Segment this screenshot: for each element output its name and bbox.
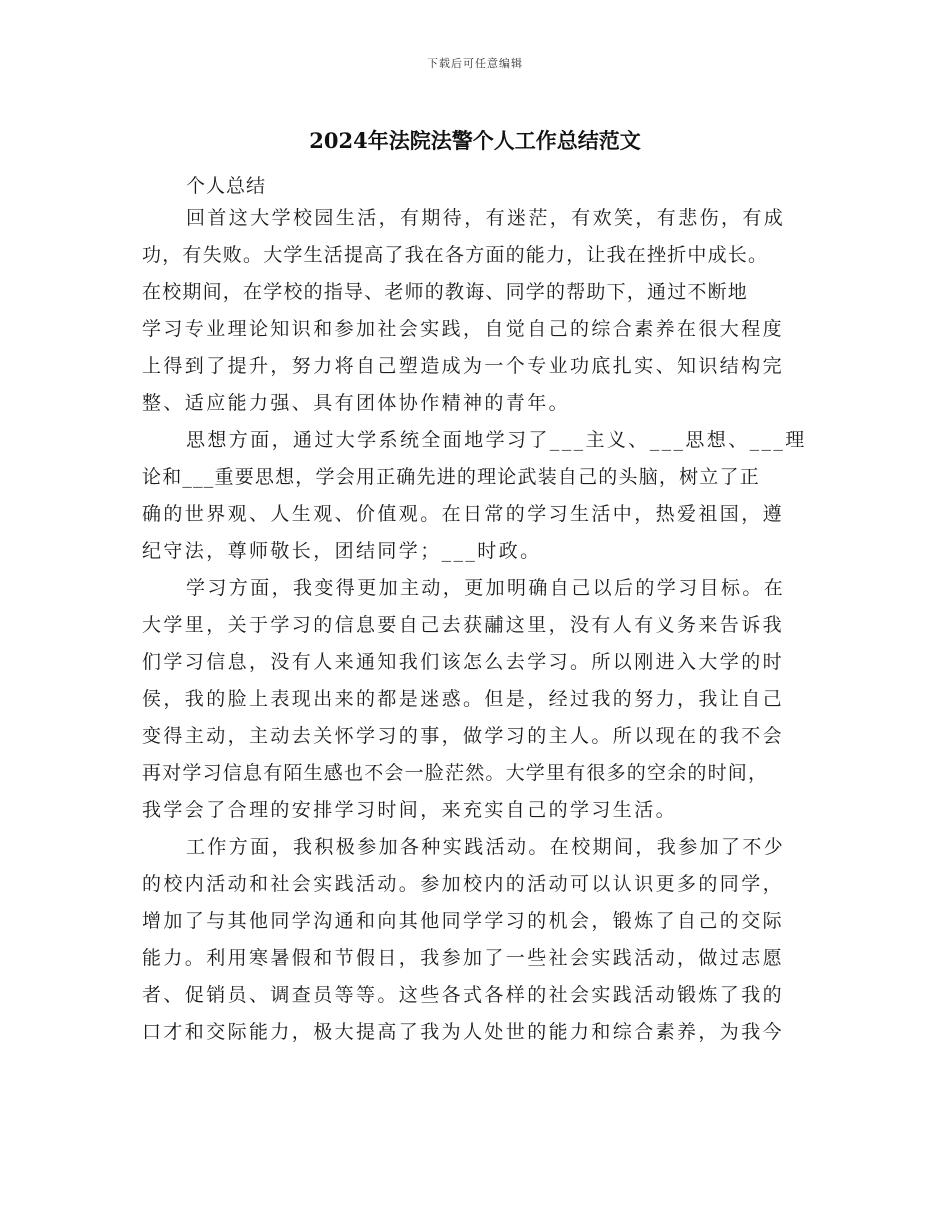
text-line: 论和___重要思想，学会用正确先进的理论武装自己的头脑，树立了正: [142, 466, 760, 488]
text-line: 学习方面，我变得更加主动，更加明确自己以后的学习目标。在: [186, 577, 786, 599]
text-line: 口才和交际能力，极大提高了我为人处世的能力和综合素养，为我今: [142, 1021, 785, 1043]
body-lines: [142, 200, 814, 1051]
document-body: [142, 172, 814, 1051]
text-line: 确的世界观、人生观、价值观。在日常的学习生活中，热爱祖国，遵: [142, 503, 785, 525]
text-line: 再对学习信息有陌生感也不会一脸茫然。大学里有很多的空余的时间，: [142, 762, 769, 784]
text-line: 回首这大学校园生活，有期待，有迷茫，有欢笑，有悲伤，有成: [186, 207, 786, 229]
text-line: 变得主动，主动去关怀学习的事，做学习的主人。所以现在的我不会: [142, 725, 785, 747]
text-line: 者、促销员、调查员等等。这些各式各样的社会实践活动锻炼了我的: [142, 984, 785, 1006]
header-note: 下载后可任意编辑: [427, 57, 523, 70]
text-line: 大学里，关于学习的信息要自己去获鬴这里，没有人有义务来告诉我: [142, 614, 785, 636]
text-line: 我学会了合理的安排学习时间，来充实自己的学习生活。: [142, 799, 678, 821]
text-line: 纪守法，尊师敬长，团结同学；___时政。: [142, 540, 542, 562]
document-title: 2024年法院法警个人工作总结范文: [309, 128, 641, 153]
text-line: 增加了与其他同学沟通和向其他同学学习的机会，锻炼了自己的交际: [142, 910, 785, 932]
text-line: 工作方面，我积极参加各种实践活动。在校期间，我参加了不少: [186, 836, 786, 858]
text-line: 整、适应能力强、具有团体协作精神的青年。: [142, 392, 571, 414]
text-line: 在校期间，在学校的指导、老师的教诲、同学的帮助下，通过不断地: [142, 281, 749, 303]
text-line: 思想方面，通过大学系统全面地学习了___主义、___思想、___理: [186, 429, 807, 451]
text-line: 侯，我的脸上表现出来的都是迷惑。但是，经过我的努力，我让自己: [142, 688, 785, 710]
text-line: 上得到了提升，努力将自己塑造成为一个专业功底扎实、知识结构完: [142, 355, 785, 377]
text-line: 学习专业理论知识和参加社会实践，自觉自己的综合素养在很大程度: [142, 318, 785, 340]
text-line: 们学习信息，没有人来通知我们该怎么去学习。所以刚进入大学的时: [142, 651, 785, 673]
text-line: 能力。利用寒暑假和节假日，我参加了一些社会实践活动，做过志愿: [142, 947, 785, 969]
section-heading: 个人总结: [186, 175, 267, 197]
text-line: 功，有失败。大学生活提高了我在各方面的能力，让我在挫折中成长。: [142, 244, 769, 266]
text-line: 的校内活动和社会实践活动。参加校内的活动可以认识更多的同学，: [142, 873, 785, 895]
